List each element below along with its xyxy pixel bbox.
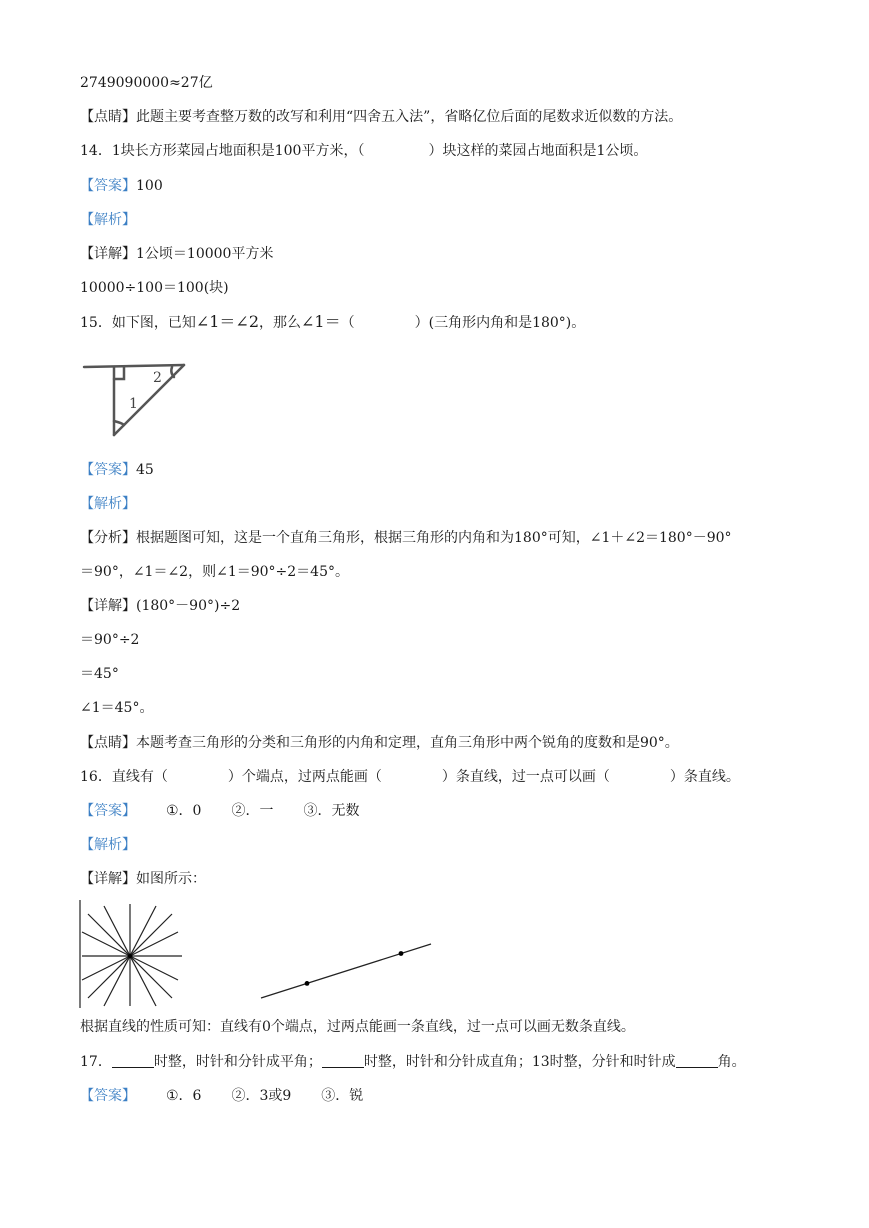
answer-17 — [80, 1086, 363, 1106]
q14-text-a: 14．1块长方形菜园占地面积是100平方米，（ — [80, 143, 365, 159]
detail-tag: 【详解】 — [80, 246, 136, 262]
detail-text: (180°－90°)÷2 — [136, 598, 241, 614]
tip-15 — [80, 733, 679, 753]
blank-1 — [112, 1053, 154, 1068]
answer-item-1: ①．0 — [166, 803, 202, 819]
answer-item-3: ③．无数 — [303, 803, 360, 819]
analysis-15-line1 — [80, 528, 732, 548]
answer-item-2: ②．3或9 — [231, 1088, 292, 1104]
top-line — [84, 365, 184, 367]
question-15 — [80, 312, 585, 333]
point-b — [399, 951, 404, 956]
point-a — [305, 981, 310, 986]
q16-text-a: 16．直线有（ — [80, 769, 168, 785]
detail-14 — [80, 244, 273, 264]
q17-text-b: 时整，时针和分针成平角； — [153, 1054, 322, 1070]
triangle-figure — [80, 345, 190, 445]
q16-text-b: ）个端点，过两点能画（ — [227, 769, 382, 785]
question-16 — [80, 767, 740, 787]
angle-2-label: 2 — [153, 370, 162, 386]
angle-1-label: 1 — [129, 396, 138, 412]
analysis-tag-14: 【解析】 — [80, 212, 136, 228]
q15-angle-unknown: ∠1＝ — [301, 312, 341, 331]
detail-tag: 【详解】 — [80, 871, 136, 887]
answer-16 — [80, 801, 359, 821]
approx-result: 2749090000≈27亿 — [80, 75, 213, 91]
q17-text-d: 角。 — [717, 1054, 746, 1070]
detail-text: 1公顷＝10000平方米 — [136, 246, 274, 262]
analysis-15-line2: ＝90°，∠1＝∠2，则∠1＝90°÷2＝45°。 — [80, 564, 349, 580]
step-15-3: ∠1＝45°。 — [80, 700, 154, 716]
conclusion-16: 根据直线的性质可知：直线有0个端点，过两点能画一条直线，过一点可以画无数条直线。 — [80, 1019, 635, 1035]
blank-3 — [676, 1053, 718, 1068]
center-point — [128, 954, 132, 958]
detail-tag: 【详解】 — [80, 598, 136, 614]
q17-text-c: 时整，时针和分针成直角；13时整，分针和时针成 — [363, 1054, 676, 1070]
answer-15 — [80, 460, 154, 480]
analysis-tag: 【分析】 — [80, 530, 136, 546]
tip-line — [80, 107, 682, 127]
analysis-text: 根据题图可知，这是一个直角三角形，根据三角形的内角和为180°可知，∠1＋∠2＝180°－90° — [136, 530, 732, 546]
lines-through-point-figure — [78, 898, 188, 1010]
answer-value: 45 — [136, 462, 154, 478]
tip-text: 此题主要考查整万数的改写和利用“四舍五入法”，省略亿位后面的尾数求近似数的方法。 — [136, 109, 683, 125]
answer-item-1: ①．6 — [166, 1088, 202, 1104]
q15-angle-eq: ∠1＝∠2 — [195, 312, 260, 331]
calc-14: 10000÷100＝100(块) — [80, 280, 229, 296]
question-14 — [80, 141, 647, 161]
q17-number: 17． — [80, 1054, 112, 1070]
answer-tag: 【答案】 — [80, 1088, 136, 1104]
q16-text-d: ）条直线。 — [669, 769, 740, 785]
answer-14 — [80, 176, 163, 196]
analysis-tag-15: 【解析】 — [80, 496, 136, 512]
right-angle-mark — [114, 367, 124, 379]
answer-tag: 【答案】 — [80, 462, 136, 478]
q15-bracket-open: （ — [340, 315, 355, 331]
step-15-2: ＝45° — [80, 666, 119, 682]
detail-16 — [80, 869, 206, 889]
detail-text: 如图所示： — [136, 871, 206, 887]
tip-tag: 【点睛】 — [80, 109, 136, 125]
straight-line — [261, 944, 431, 998]
detail-15 — [80, 596, 240, 616]
answer-tag: 【答案】 — [80, 178, 136, 194]
q15-text-b: ，那么 — [259, 315, 302, 331]
answer-item-2: ②．一 — [231, 803, 274, 819]
step-15-1: ＝90°÷2 — [80, 632, 140, 648]
question-17 — [80, 1052, 746, 1072]
blank-2 — [322, 1053, 364, 1068]
q16-text-c: ）条直线，过一点可以画（ — [441, 769, 610, 785]
analysis-tag-16: 【解析】 — [80, 837, 136, 853]
line-through-two-points-figure — [255, 938, 437, 1004]
answer-tag: 【答案】 — [80, 803, 136, 819]
answer-item-3: ③．锐 — [321, 1088, 364, 1104]
tip-text: 本题考查三角形的分类和三角形的内角和定理，直角三角形中两个锐角的度数和是90°。 — [136, 735, 679, 751]
q15-text-d: ）(三角形内角和是180°)。 — [414, 315, 586, 331]
q15-text-a: 15．如下图，已知 — [80, 315, 196, 331]
answer-value: 100 — [136, 178, 163, 194]
angle-2-arc — [171, 367, 174, 377]
angle-1-arc — [114, 421, 124, 425]
q14-text-b: ）块这样的菜园占地面积是1公顷。 — [428, 143, 648, 159]
tip-tag: 【点睛】 — [80, 735, 136, 751]
